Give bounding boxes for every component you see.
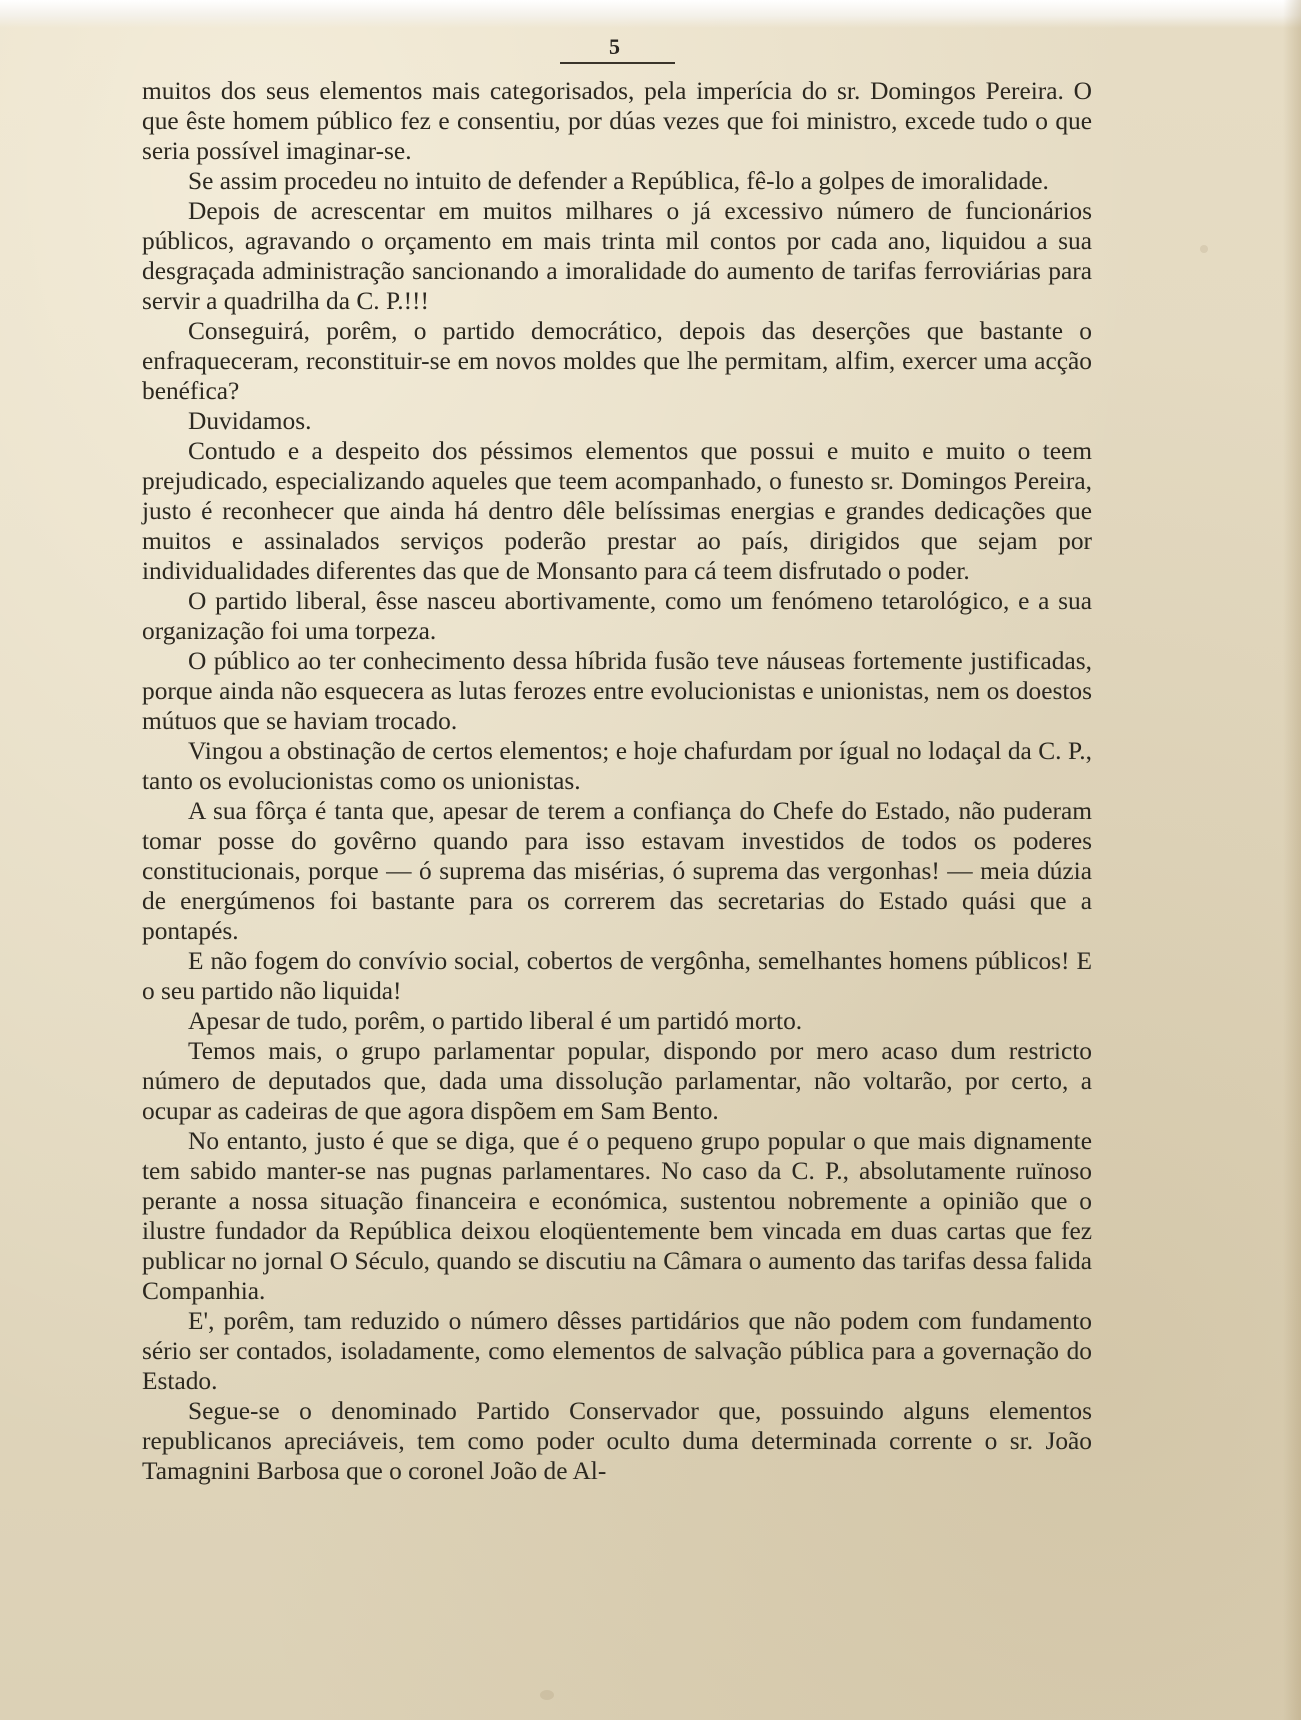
- paragraph: muitos dos seus elementos mais categorisados, pela imperícia do sr. Domingos Pereira. O que êste homem público fez e consentiu, por dúas vezes que foi ministro, excede tudo o que seria possível imaginar-se.: [142, 77, 1092, 165]
- page-number: 5: [609, 34, 620, 59]
- paragraph: Segue-se o denominado Partido Conservador que, possuindo alguns elementos republicanos apreciáveis, tem como poder oculto duma determinada corrente o sr. João Tamagnini Barbosa que o coronel João de Al-: [142, 1397, 1092, 1485]
- paragraph: No entanto, justo é que se diga, que é o pequeno grupo popular o que mais dignamente tem sabido manter-se nas pugnas parlamentares. No caso da C. P., absolutamente ruïnoso perante a nossa situação financeira e económica, sustentou nobremente a opinião que o ilustre fundador da República deixou eloqüentemente bem vincada em duas cartas que fez publicar no jornal O Século, quando se discutiu na Câmara o aumento das tarifas dessa falida Companhia.: [142, 1127, 1092, 1305]
- body-text: [142, 76, 1092, 1486]
- paragraph: Se assim procedeu no intuito de defender a República, fê-lo a golpes de imoralidade.: [188, 167, 1049, 195]
- torn-top-edge: [0, 0, 1301, 28]
- paper-stain: [1200, 245, 1208, 253]
- paragraph: Depois de acrescentar em muitos milhares o já excessivo número de funcionários públicos, agravando o orçamento em mais trinta mil contos por cada ano, liquidou a sua desgraçada administração sancionando a imoralidade do aumento de tarifas ferroviárias para servir a quadrilha da C. P.!!!: [142, 197, 1092, 315]
- paragraph: Apesar de tudo, porêm, o partido liberal é um partidó morto.: [188, 1007, 803, 1035]
- paragraph: O público ao ter conhecimento dessa híbrida fusão teve náuseas fortemente justificadas, porque ainda não esquecera as lutas ferozes entre evolucionistas e unionistas, nem os doestos mútuos que se haviam trocado.: [142, 647, 1092, 735]
- paragraph: Conseguirá, porêm, o partido democrático, depois das deserções que bastante o enfraqueceram, reconstituir-se em novos moldes que lhe permitam, alfim, exercer uma acção benéfica?: [142, 317, 1092, 405]
- paragraph: Contudo e a despeito dos péssimos elementos que possui e muito e muito o teem prejudicado, especializando aqueles que teem acompanhado, o funesto sr. Domingos Pereira, justo é reconhecer que ainda há dentro dêle belíssimas energias e grandes dedicações que muitos e assinalados serviços poderão prestar ao país, dirigidos que sejam por individualidades diferentes das que de Monsanto para cá teem disfrutado o poder.: [142, 437, 1092, 585]
- paragraph: Vingou a obstinação de certos elementos; e hoje chafurdam por ígual no lodaçal da C. P., tanto os evolucionistas como os unionistas.: [142, 737, 1092, 795]
- paper-stain: [540, 1690, 554, 1700]
- paragraph: O partido liberal, êsse nasceu abortivamente, como um fenómeno tetarológico, e a sua organização foi uma torpeza.: [142, 587, 1092, 645]
- paragraph: Temos mais, o grupo parlamentar popular, dispondo por mero acaso dum restricto número de deputados que, dada uma dissolução parlamentar, não voltarão, por certo, a ocupar as cadeiras de que agora dispõem em Sam Bento.: [142, 1037, 1092, 1125]
- paragraph: A sua fôrça é tanta que, apesar de terem a confiança do Chefe do Estado, não puderam tomar posse do govêrno quando para isso estavam investidos de todos os poderes constitucionais, porque — ó suprema das misérias, ó suprema das vergonhas! — meia dúzia de energúmenos foi bastante para os correrem das secretarias do Estado quási que a pontapés.: [142, 797, 1092, 945]
- paragraph: E não fogem do convívio social, cobertos de vergônha, semelhantes homens públicos! E o seu partido não liquida!: [142, 947, 1092, 1005]
- page-number-rule: [560, 62, 675, 64]
- paragraph: E', porêm, tam reduzido o número dêsses partidários que não podem com fundamento sério ser contados, isoladamente, como elementos de salvação pública para a governação do Estado.: [142, 1307, 1092, 1395]
- paragraph: Duvidamos.: [188, 407, 312, 435]
- page-edge-shadow: [1283, 0, 1301, 1720]
